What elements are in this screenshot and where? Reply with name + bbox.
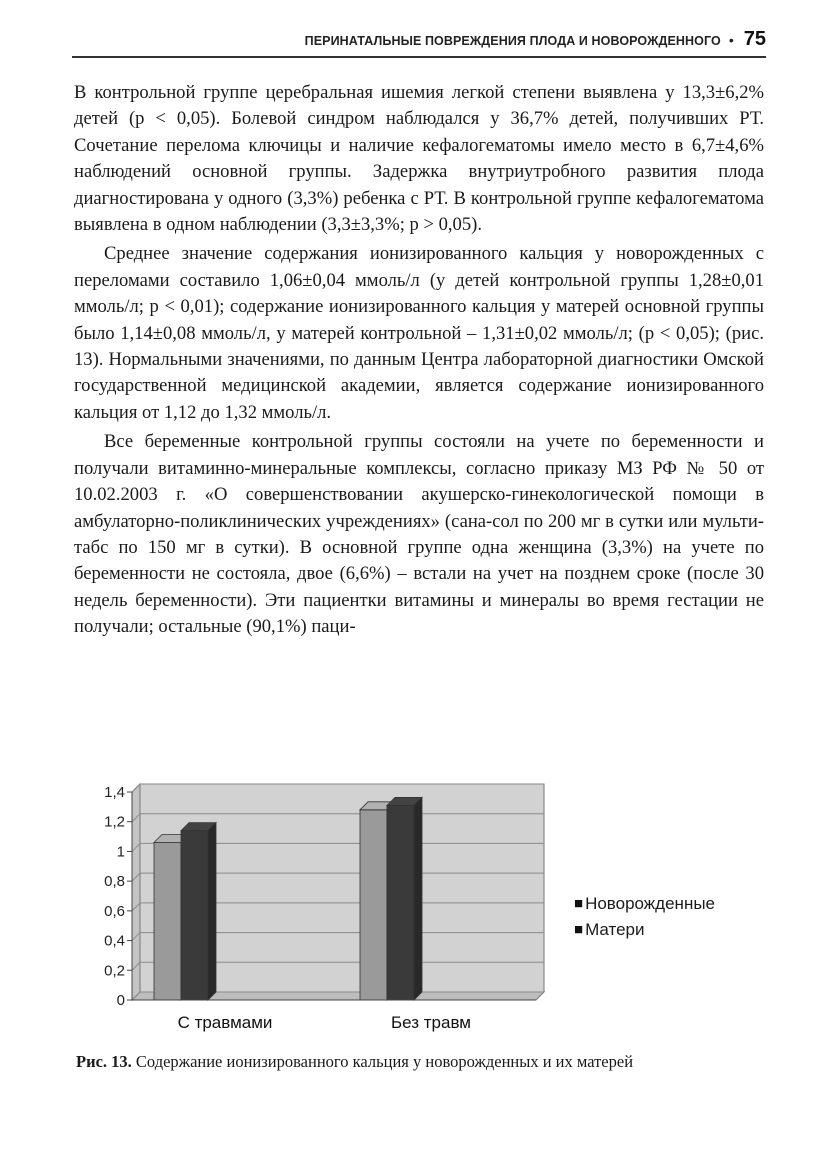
figure-caption	[76, 1052, 776, 1072]
legend-entry-mothers	[574, 917, 715, 943]
plot-side-wall	[132, 784, 140, 1000]
paragraph-1: В контрольной группе церебральная ишемия легкой степени выявлена у 13,3±6,2% детей (p < 0,05). Болевой синдром наблюдался у 36,7% детей, получивших РТ. Сочетание перелома ключицы и наличие кефалогематомы имело место в 6,7±4,6% наблюдений основной группы. Задержка внутриутробного развития плода диагностирована у одного (3,3%) ребенка с РТ. В контрольной группе кефалогематома выявлена в одном наблюдении (3,3±3,3%; p > 0,05).	[74, 82, 764, 236]
legend-label-mothers: Матери	[585, 920, 645, 939]
bar-side	[414, 797, 422, 1000]
bar	[154, 843, 181, 1000]
bar	[360, 810, 387, 1000]
running-header-title: ПЕРИНАТАЛЬНЫЕ ПОВРЕЖДЕНИЯ ПЛОДА И НОВОРОЖДЕННОГО	[304, 34, 721, 48]
y-tick-label: 0,4	[104, 932, 125, 950]
body-text	[74, 80, 764, 641]
legend-marker-icon: ■	[574, 895, 584, 912]
y-tick-label: 1,2	[104, 813, 125, 831]
header-divider	[72, 56, 766, 58]
running-header-bullet: •	[728, 32, 734, 48]
bar	[181, 831, 208, 1000]
bar-side	[208, 823, 216, 1000]
y-tick-label: 0,8	[104, 873, 125, 891]
y-tick-label: 1,4	[104, 784, 125, 801]
figure-caption-label: Рис. 13.	[76, 1052, 132, 1071]
chart-legend	[574, 891, 715, 943]
y-tick-label: 0,6	[104, 902, 125, 920]
legend-marker-icon: ■	[574, 921, 584, 938]
running-header	[60, 28, 766, 52]
page-number: 75	[743, 28, 766, 50]
y-tick-label: 0	[116, 992, 125, 1009]
y-tick-label: 1	[116, 843, 125, 861]
x-category-label: С травмами	[177, 1013, 273, 1032]
legend-entry-newborns	[574, 891, 715, 917]
paragraph-2: Среднее значение содержания ионизированного кальция у новорожденных с переломами составило 1,06±0,04 ммоль/л (у детей контрольной группы 1,28±0,01 ммоль/л; p < 0,01); содержание ионизированного кальция у матерей основной группы было 1,14±0,08 ммоль/л, у матерей контрольной – 1,31±0,02 ммоль/л; (p < 0,05); (рис. 13). Нормальными значениями, по данным Центра лабораторной диагностики Омской государственной медицинской академии, является содержание ионизированного кальция от 1,12 до 1,32 ммоль/л.	[74, 243, 764, 423]
figure-caption-text: Содержание ионизированного кальция у новорожденных и их матерей	[135, 1052, 634, 1071]
paragraph-3: Все беременные контрольной группы состояли на учете по беременности и получали витаминно-минеральные комплексы, согласно приказу МЗ РФ № 50 от 10.02.2003 г. «О совершенствовании акушерско-гинекологической помощи в амбулаторно-поликлинических учреждениях» (сана-сол по 200 мг в сутки или мульти-табс по 150 мг в сутки). В основной группе одна женщина (3,3%) на учете по беременности не состояла, двое (6,6%) – встали на учет на позднем сроке (после 30 недель беременности). Эти пациентки витамины и минералы во время гестации не получали; остальные (90,1%) паци-	[74, 431, 764, 638]
x-category-label: Без травм	[391, 1013, 471, 1032]
bar	[387, 805, 414, 1000]
legend-label-newborns: Новорожденные	[585, 894, 716, 913]
y-tick-label: 0,2	[104, 962, 125, 980]
